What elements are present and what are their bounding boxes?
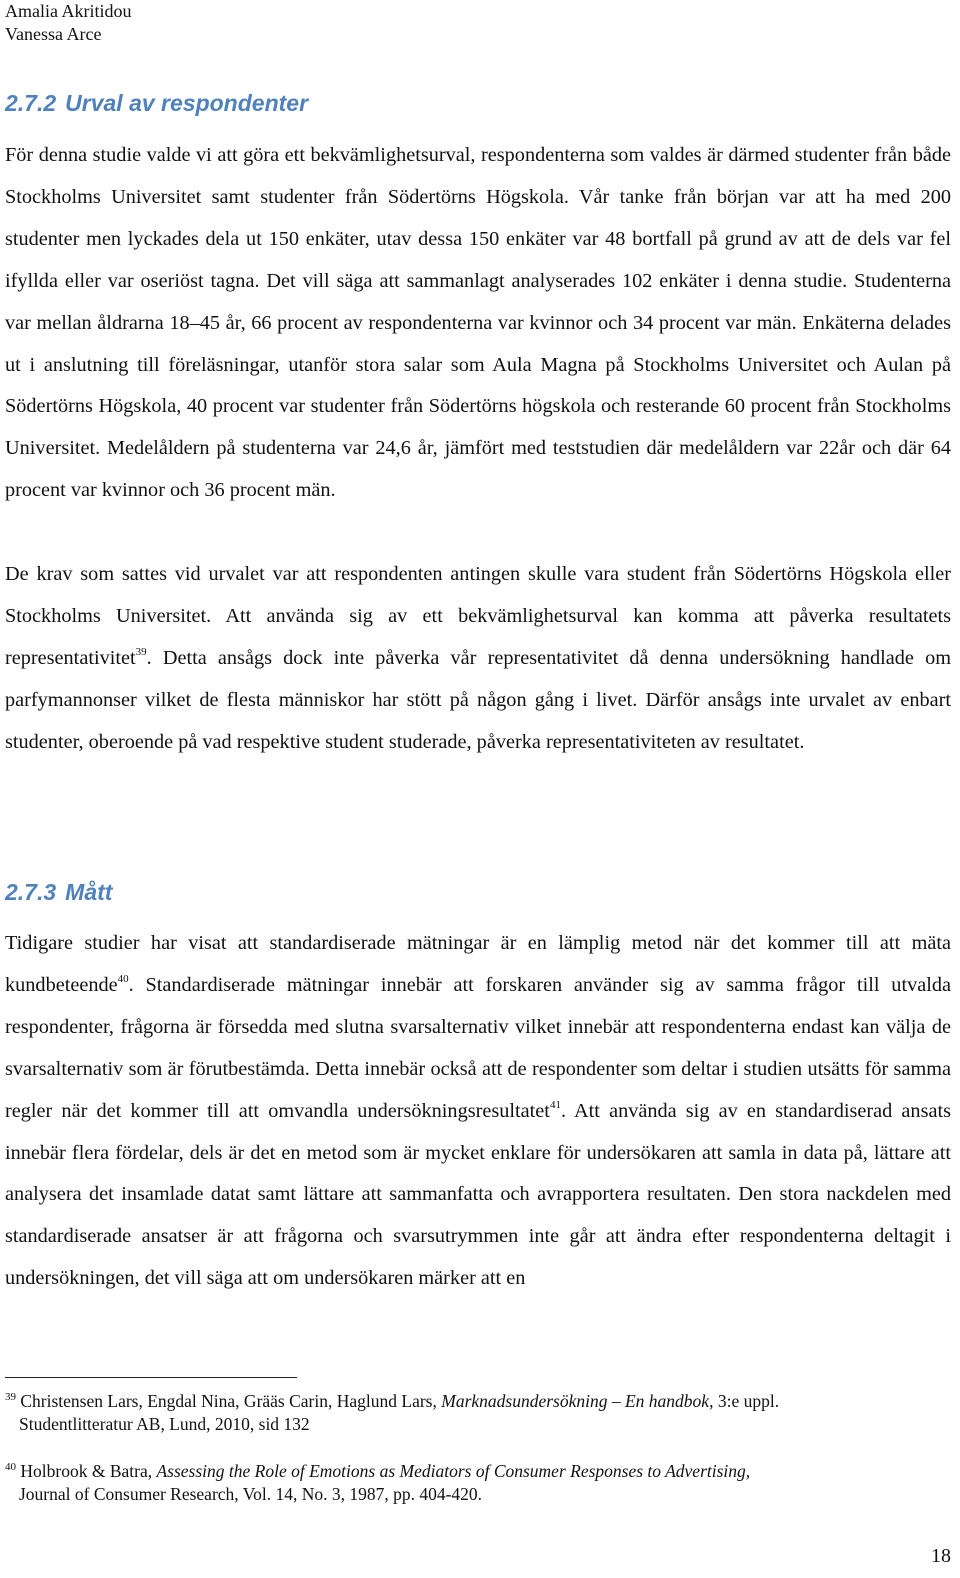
footnote-authors: Holbrook & Batra, (20, 1461, 153, 1481)
paragraph-text: . Detta ansågs dock inte påverka vår representativitet då denna undersökning handlade om parfymannonser vilket de flesta människor har stött på någon gång i livet. Därför ansågs inte urvalet av enbart studenter, oberoende på vad respektive student studerade, påverka representativiteten av resultatet. (5, 646, 951, 753)
footnote-number: 40 (5, 1461, 16, 1473)
footnote-detail: Journal of Consumer Research, Vol. 14, No. 3, 1987, pp. 404-420. (19, 1484, 483, 1504)
footnote-title: Assessing the Role of Emotions as Mediators of Consumer Responses to Advertising, (156, 1461, 751, 1481)
section-number: 2.7.3 (5, 879, 57, 905)
section-title: Urval av respondenter (65, 90, 309, 116)
footnote-divider (5, 1377, 297, 1378)
section-number: 2.7.2 (5, 90, 57, 116)
page-number: 18 (931, 1545, 951, 1567)
footnote-detail: Studentlitteratur AB, Lund, 2010, sid 132 (19, 1414, 310, 1434)
footnote-title: Marknadsundersökning – En handbok, (441, 1391, 714, 1411)
footnote (5, 1390, 951, 1436)
author-name: Amalia Akritidou (5, 1, 132, 21)
paragraph-text: . Standardiserade mätningar innebär att forskaren använder sig av samma frågor till utvalda respondenter, frågorna är försedda med slutna svarsalternativ vilket innebär att respondenterna endast kan välja de svarsalternativ som är förutbestämda. Detta innebär också att de respondenter som deltar i studien utsätts för samma regler när det kommer till att omvandla undersökningsresultatet (5, 973, 951, 1122)
section-heading (5, 89, 308, 117)
body-paragraph (5, 923, 951, 1300)
body-paragraph (5, 554, 951, 764)
footnote-ref: 40 (117, 972, 129, 985)
body-paragraph: För denna studie valde vi att göra ett bekvämlighetsurval, respondenterna som valdes är därmed studenter från både Stockholms Universitet samt studenter från Södertörns Högskola. Vår tanke från början var att ha med 200 studenter men lyckades dela ut 150 enkäter, utav dessa 150 enkäter var 48 bortfall på grund av att de dels var fel ifyllda eller var oseriöst tagna. Det vill säga att sammanlagt analyserades 102 enkäter i denna studie. Studenterna var mellan åldrarna 18–45 år, 66 procent av respondenterna var kvinnor och 34 procent var män. Enkäterna delades ut i anslutning till föreläsningar, utanför stora salar som Aula Magna på Stockholms Universitet och Aulan på Södertörns Högskola, 40 procent var studenter från Södertörns högskola och resterande 60 procent från Stockholms Universitet. Medelåldern på studenterna var 24,6 år, jämfört med teststudien där medelåldern var 22år och där 64 procent var kvinnor och 36 procent män. (5, 144, 951, 502)
footnote-authors: Christensen Lars, Engdal Nina, Grääs Carin, Haglund Lars, (20, 1391, 437, 1411)
paragraph-text: Tidigare studier har visat att standardiserade mätningar är en lämplig metod när det kommer till att mäta kundbeteende (5, 932, 951, 996)
author-header (5, 0, 131, 46)
footnote-ref: 41 (549, 1098, 561, 1111)
footnote (5, 1460, 951, 1506)
author-name: Vanessa Arce (5, 24, 102, 44)
section-heading (5, 878, 112, 906)
footnote-number: 39 (5, 1391, 16, 1403)
footnote-ref: 39 (135, 645, 147, 658)
footnote-detail: 3:e uppl. (717, 1391, 780, 1411)
paragraph-text: De krav som sattes vid urvalet var att respondenten antingen skulle vara student från Södertörns Högskola eller Stockholms Universitet. Att använda sig av ett bekvämlighetsurval kan komma att påverka resultatets representativitet (5, 563, 951, 669)
section-title: Mått (65, 879, 113, 905)
paragraph-text: . Att använda sig av en standardiserad ansats innebär flera fördelar, dels är det en metod som är mycket enklare för undersökaren att samla in data på, lättare att analysera det insamlade datat samt lättare att sammanfatta och avrapportera resultaten. Den stora nackdelen med standardiserade ansatser är att frågorna och svarsutrymmen inte går att ändra efter respondenterna deltagit i undersökningen, det vill säga att om undersökaren märker att en (5, 1099, 951, 1290)
